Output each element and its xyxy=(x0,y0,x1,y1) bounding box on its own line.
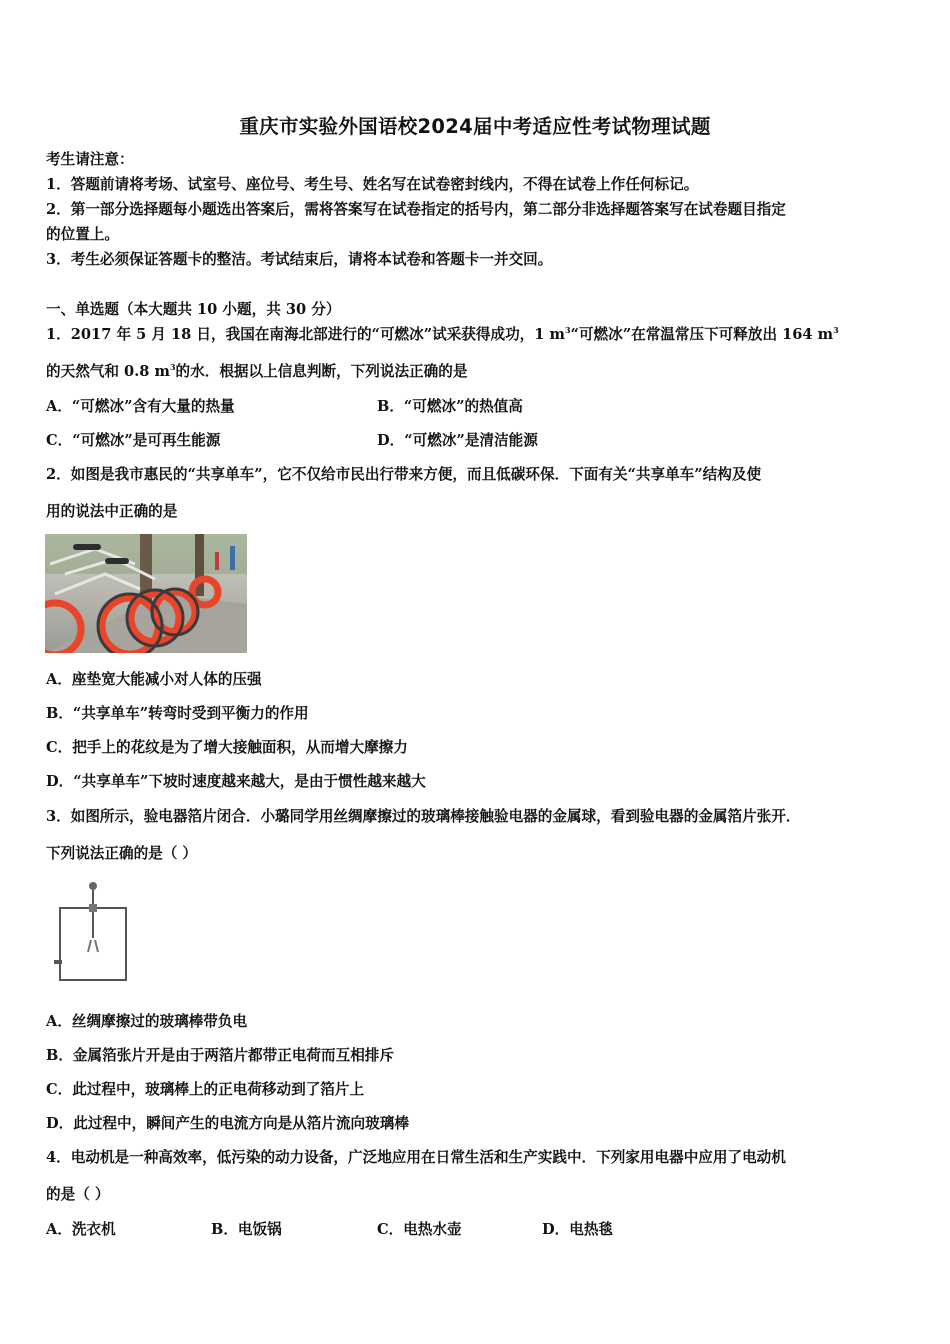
q1-option-d: D．“可燃冰”是清洁能源 xyxy=(377,432,538,449)
q2-stem-line1: 2．如图是我市惠民的“共享单车”，它不仅给市民出行带来方便，而且低碳环保．下面有关“共享单车”结构及使 xyxy=(46,466,762,483)
q3-option-d: D．此过程中，瞬间产生的电流方向是从箔片流向玻璃棒 xyxy=(46,1115,409,1132)
notice-item-3: 3．考生必须保证答题卡的整洁。考试结束后，请将本试卷和答题卡一并交回。 xyxy=(46,251,553,268)
notice-item-2-cont: 的位置上。 xyxy=(46,226,119,243)
notice-heading: 考生请注意： xyxy=(46,151,134,168)
q3-option-c: C．此过程中，玻璃棒上的正电荷移动到了箔片上 xyxy=(46,1081,365,1098)
shared-bike-photo xyxy=(45,534,247,653)
q1-stem-line2: 的天然气和 0.8 $m^3$的水．根据以上信息判断，下列说法正确的是 xyxy=(46,362,468,380)
notice-item-2: 2．第一部分选择题每小题选出答案后，需将答案写在试卷指定的括号内，第二部分非选择题答案写在试卷题目指定 xyxy=(46,201,786,218)
section-heading: 一、单选题（本大题共 10 小题，共 30 分） xyxy=(46,301,341,318)
q2-option-d: D．“共享单车”下坡时速度越来越大，是由于惯性越来越大 xyxy=(46,773,426,790)
q2-option-b: B．“共享单车”转弯时受到平衡力的作用 xyxy=(46,705,309,722)
q3-option-b: B．金属箔张片开是由于两箔片都带正电荷而互相排斥 xyxy=(46,1047,394,1064)
q4-option-c: C．电热水壶 xyxy=(377,1221,462,1238)
q3-stem-line1: 3．如图所示，验电器箔片闭合．小璐同学用丝绸摩擦过的玻璃棒接触验电器的金属球，看到验电器的金属箔片张开． xyxy=(46,808,801,825)
q2-stem-line2: 用的说法中正确的是 xyxy=(46,503,178,520)
q1-option-b: B．“可燃冰”的热值高 xyxy=(377,398,523,415)
q3-stem-line2: 下列说法正确的是（ ） xyxy=(46,845,198,862)
q4-option-a: A．洗衣机 xyxy=(46,1221,116,1238)
q1-stem-line1: 1．2017 年 5 月 18 日，我国在南海北部进行的“可燃冰”试采获得成功，1 $m^3“$可燃冰”在常温常压下可释放出 164 $m^3$ xyxy=(46,325,839,343)
q3-option-a: A．丝绸摩擦过的玻璃棒带负电 xyxy=(46,1013,248,1030)
q4-option-d: D．电热毯 xyxy=(542,1221,614,1238)
q1-option-c: C．“可燃冰”是可再生能源 xyxy=(46,432,221,449)
q1-option-a: A．“可燃冰”含有大量的热量 xyxy=(46,398,235,415)
page-title: 重庆市实验外国语校2024届中考适应性考试物理试题 xyxy=(239,115,711,138)
q2-option-c: C．把手上的花纹是为了增大接触面积，从而增大摩擦力 xyxy=(46,739,408,756)
q4-stem-line2: 的是（ ） xyxy=(46,1186,110,1203)
q4-option-b: B．电饭锅 xyxy=(211,1221,282,1238)
electroscope-diagram xyxy=(50,880,134,988)
notice-item-1: 1．答题前请将考场、试室号、座位号、考生号、姓名写在试卷密封线内，不得在试卷上作任何标记。 xyxy=(46,176,699,193)
q4-stem-line1: 4．电动机是一种高效率，低污染的动力设备，广泛地应用在日常生活和生产实践中．下列家用电器中应用了电动机 xyxy=(46,1149,786,1166)
q2-option-a: A．座垫宽大能减小对人体的压强 xyxy=(46,671,262,688)
